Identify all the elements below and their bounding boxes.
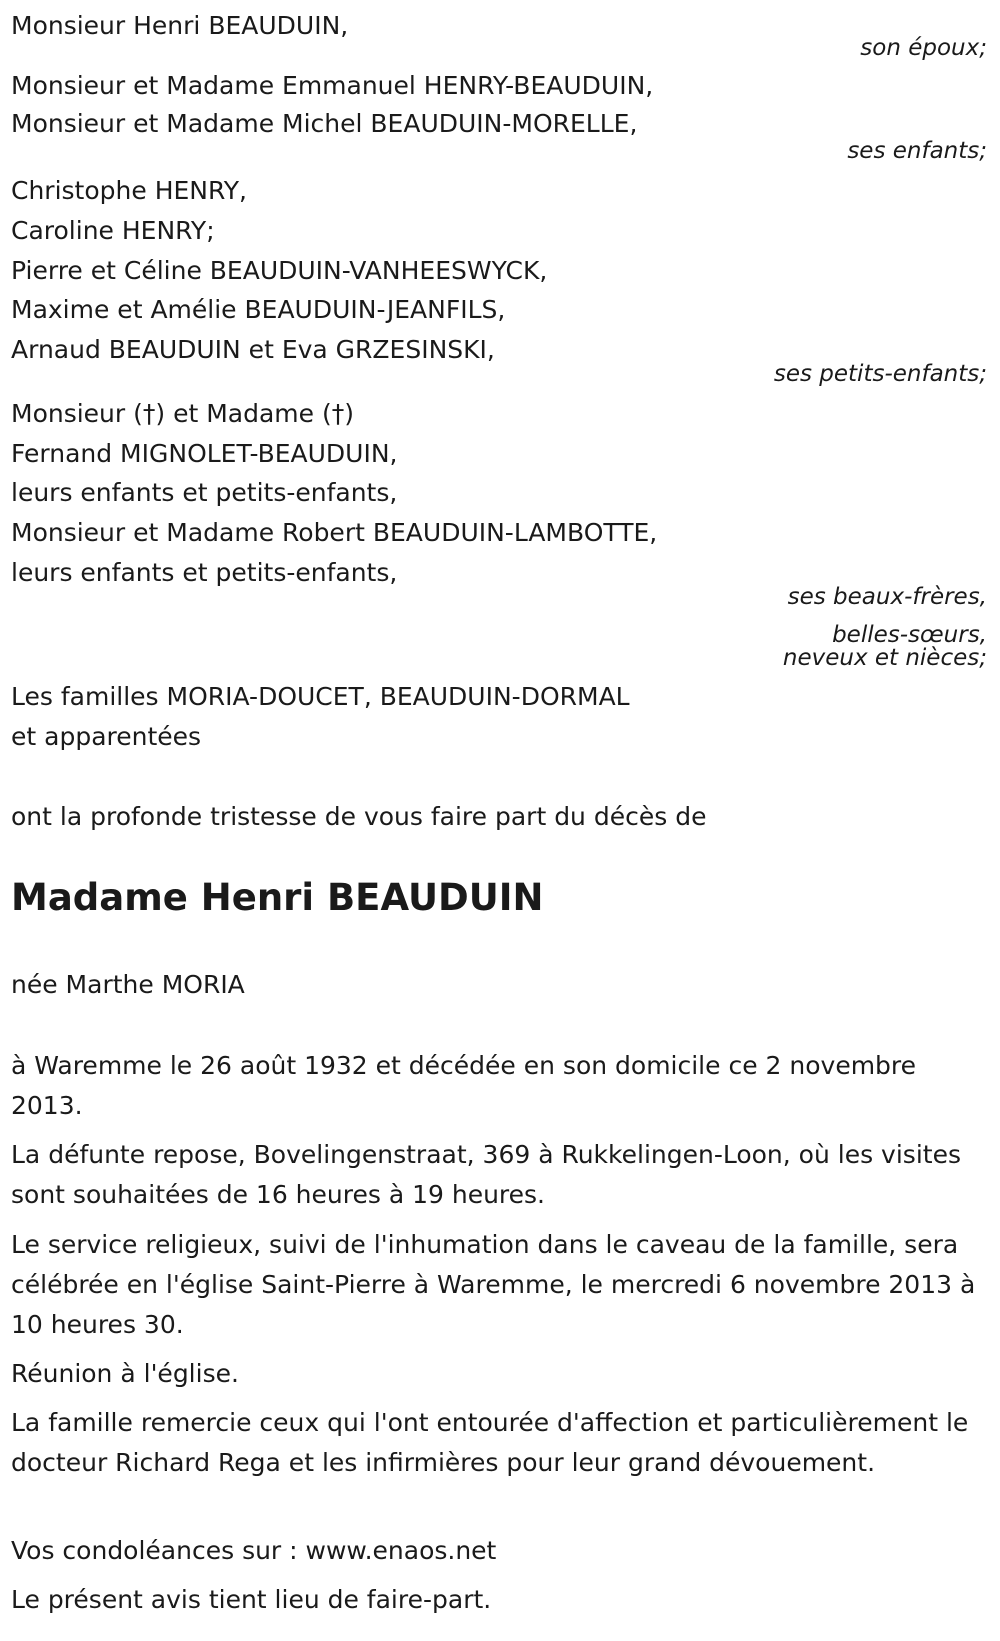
reunion-paragraph: Réunion à l'église. (11, 1359, 239, 1388)
relation-label: son époux; (860, 35, 987, 61)
relation-label: belles-sœurs, (832, 622, 987, 648)
service-paragraph: Le service religieux, suivi de l'inhumation dans le caveau de la famille, sera célébrée en l'église Saint-Pierre à Waremme, le mercredi 6 novembre 2013 à 10 heures 30. (11, 1230, 976, 1339)
family-line: Monsieur et Madame Emmanuel HENRY-BEAUDUIN, (11, 71, 654, 100)
family-line: Fernand MIGNOLET-BEAUDUIN, (11, 439, 398, 468)
family-line: Monsieur Henri BEAUDUIN, (11, 11, 349, 40)
family-line: leurs enfants et petits-enfants, (11, 478, 398, 507)
birth-name: née Marthe MORIA (11, 970, 245, 999)
family-line: Arnaud BEAUDUIN et Eva GRZESINSKI, (11, 335, 495, 364)
family-line: Maxime et Amélie BEAUDUIN-JEANFILS, (11, 295, 506, 324)
family-line: Pierre et Céline BEAUDUIN-VANHEESWYCK, (11, 256, 548, 285)
family-line: Monsieur (†) et Madame (†) (11, 399, 354, 428)
family-line: Caroline HENRY; (11, 216, 215, 245)
thanks-paragraph: La famille remercie ceux qui l'ont entourée d'affection et particulièrement le docteur Richard Rega et les infirmières pour leur grand dévouement. (11, 1408, 969, 1477)
announcement-text: ont la profonde tristesse de vous faire part du décès de (11, 802, 707, 831)
family-line: leurs enfants et petits-enfants, (11, 558, 398, 587)
relation-label: neveux et nièces; (782, 645, 987, 671)
relation-label: ses beaux-frères, (787, 584, 987, 610)
deceased-name: Madame Henri BEAUDUIN (11, 876, 544, 919)
visitation-paragraph: La défunte repose, Bovelingenstraat, 369 à Rukkelingen-Loon, où les visites sont souhaitées de 16 heures à 19 heures. (11, 1140, 961, 1209)
family-line: Christophe HENRY, (11, 176, 247, 205)
family-line: Monsieur et Madame Michel BEAUDUIN-MORELLE, (11, 109, 638, 138)
family-line: et apparentées (11, 722, 202, 751)
relation-label: ses petits-enfants; (773, 361, 987, 387)
family-line: Monsieur et Madame Robert BEAUDUIN-LAMBOTTE, (11, 518, 658, 547)
family-line: Les familles MORIA-DOUCET, BEAUDUIN-DORMAL (11, 682, 630, 711)
relation-label: ses enfants; (847, 138, 987, 164)
birth-death-paragraph: à Waremme le 26 août 1932 et décédée en son domicile ce 2 novembre 2013. (11, 1051, 917, 1120)
condolences-paragraph: Vos condoléances sur : www.enaos.net (11, 1536, 497, 1565)
notice-paragraph: Le présent avis tient lieu de faire-part. (11, 1585, 492, 1614)
